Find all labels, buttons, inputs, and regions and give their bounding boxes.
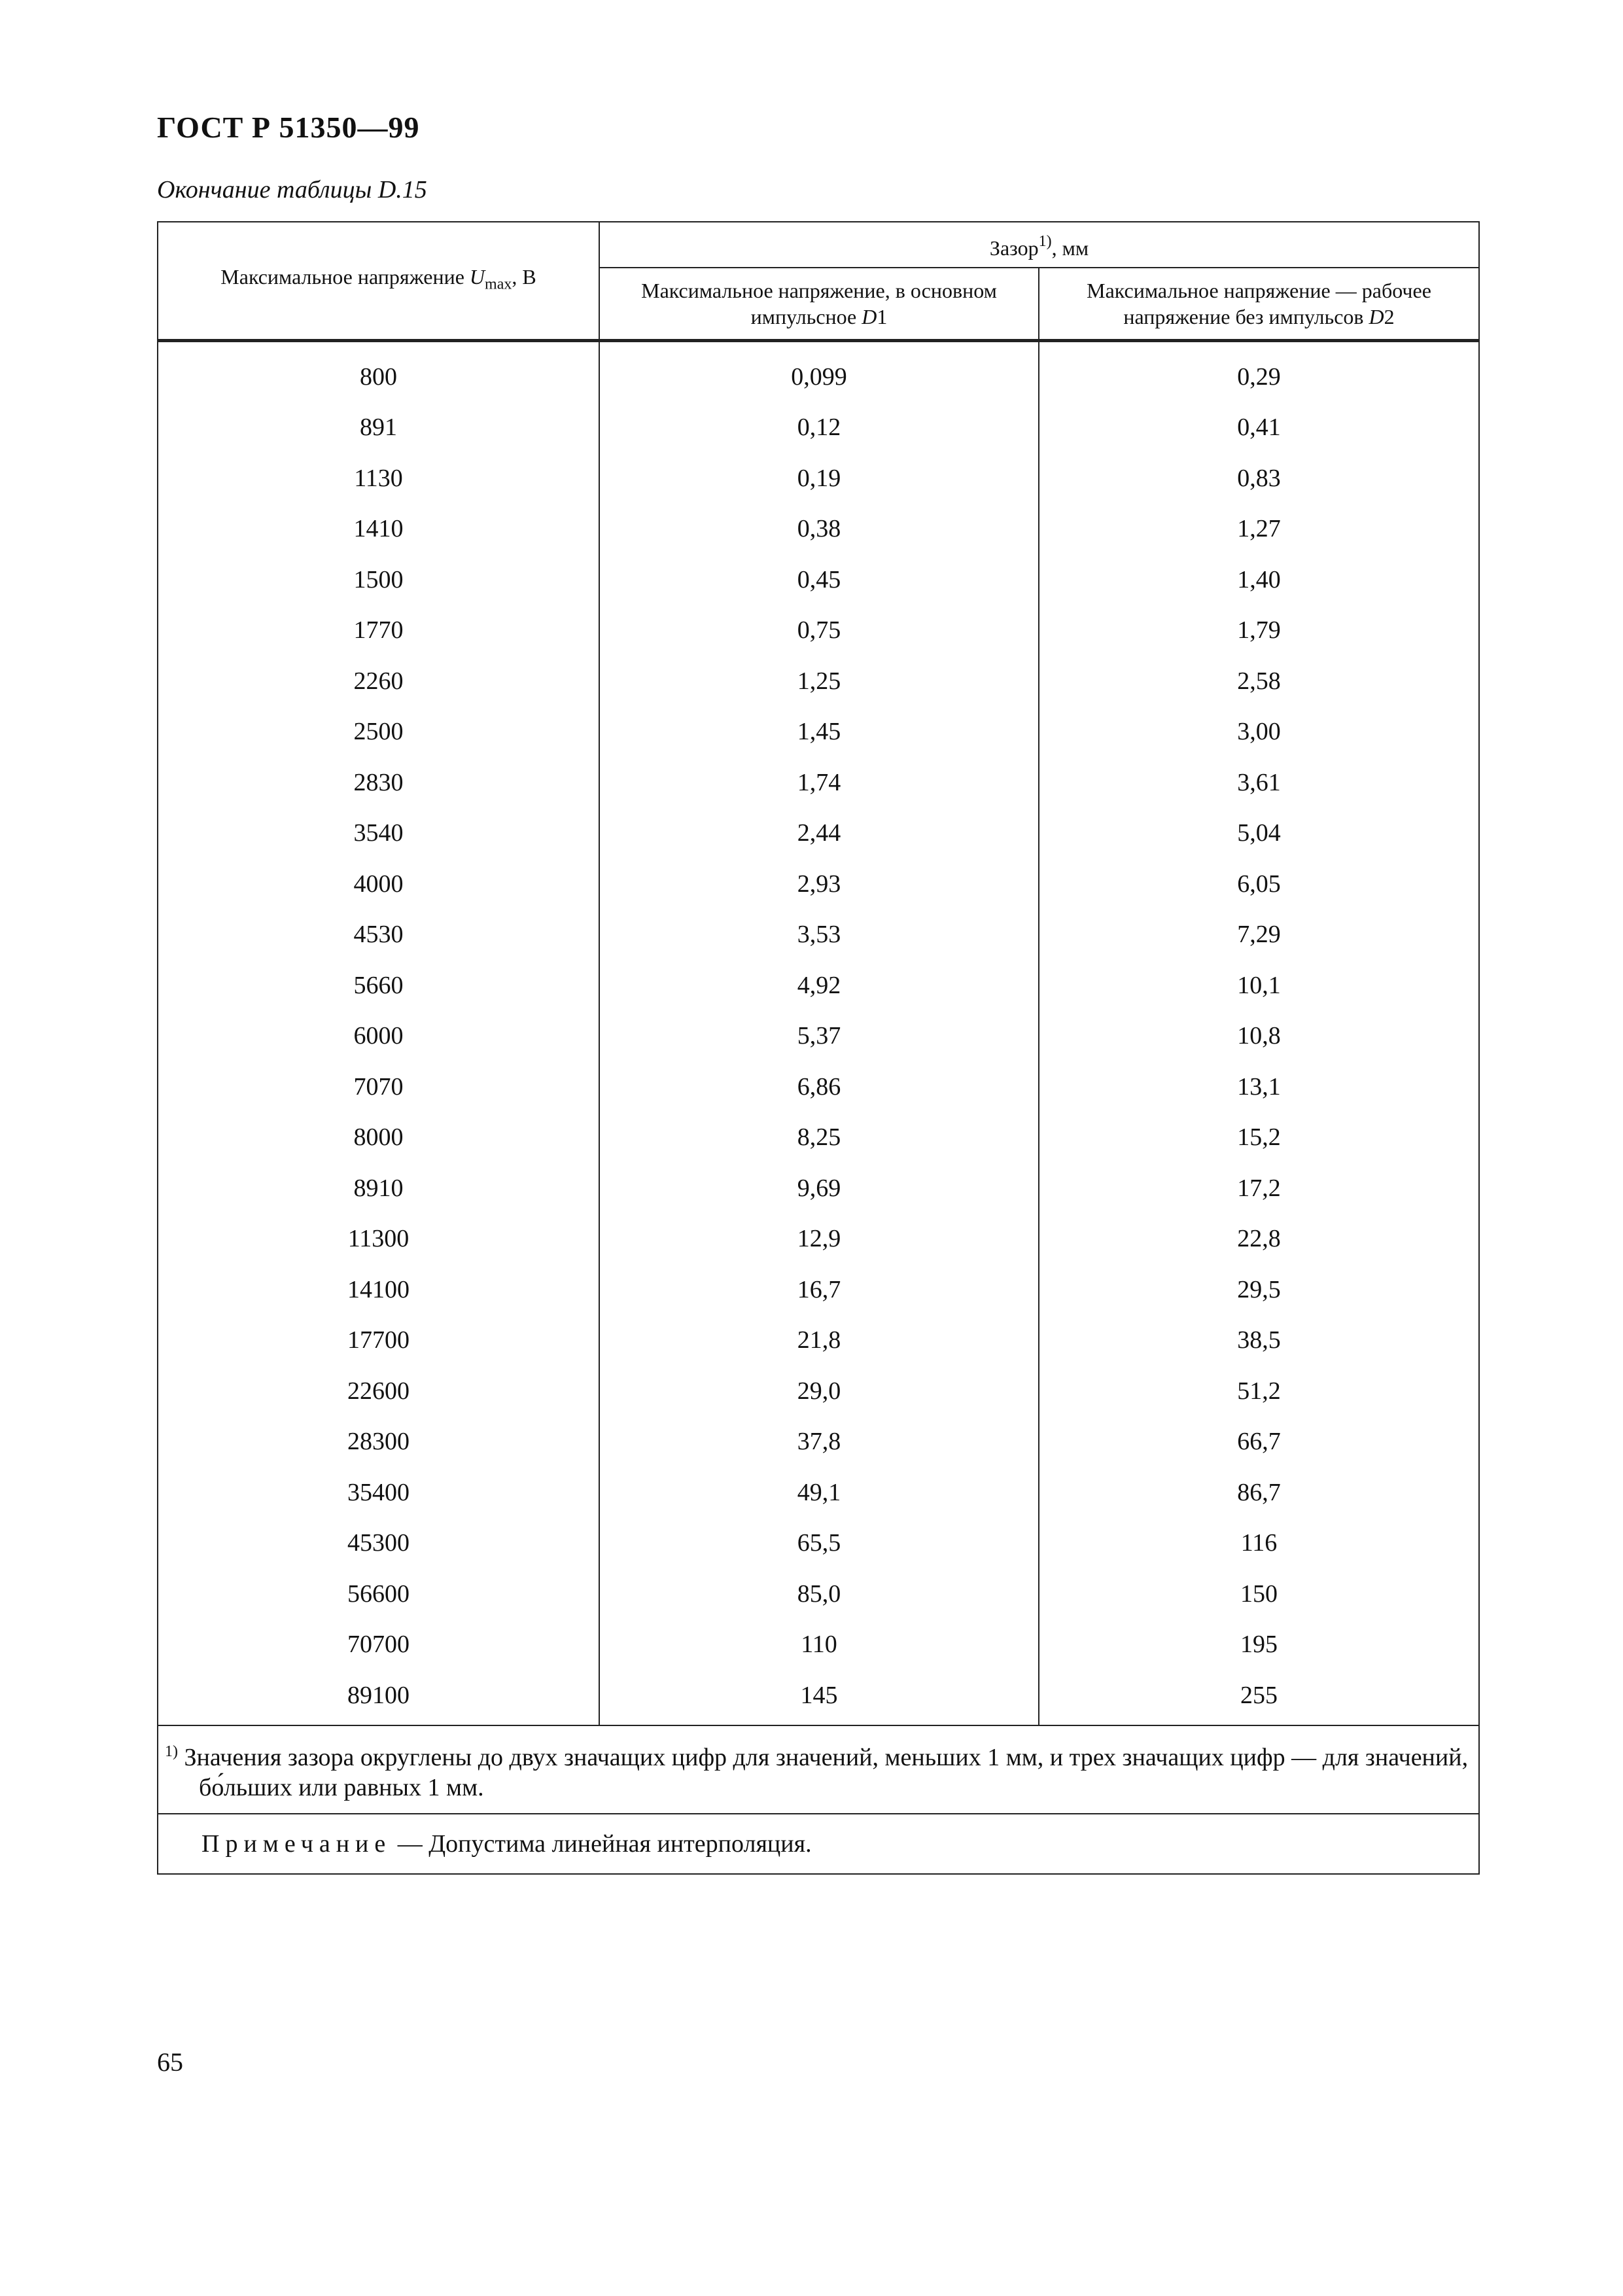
max-voltage-cell: 89100 bbox=[158, 1670, 599, 1725]
header-d1 bbox=[599, 268, 1039, 341]
max-voltage-cell: 35400 bbox=[158, 1467, 599, 1518]
table-row bbox=[158, 1011, 1479, 1062]
clearance-d1-cell: 3,53 bbox=[599, 910, 1039, 961]
max-voltage-cell: 2830 bbox=[158, 757, 599, 808]
table-row bbox=[158, 757, 1479, 808]
max-voltage-cell: 2260 bbox=[158, 656, 599, 707]
clearance-d1-cell: 6,86 bbox=[599, 1061, 1039, 1112]
clearance-d2-cell: 2,58 bbox=[1039, 656, 1479, 707]
table-foot bbox=[158, 1725, 1479, 1874]
clearance-d2-cell: 13,1 bbox=[1039, 1061, 1479, 1112]
page-number: 65 bbox=[157, 2047, 183, 2077]
header-max-voltage-text: Максимальное напряжение bbox=[220, 265, 470, 289]
table-row bbox=[158, 402, 1479, 453]
clearance-d1-cell: 1,25 bbox=[599, 656, 1039, 707]
note-text: — Допустима линейная интерполяция. bbox=[391, 1829, 812, 1858]
table-row bbox=[158, 1518, 1479, 1569]
max-voltage-cell: 8000 bbox=[158, 1112, 599, 1163]
clearance-d2-cell: 3,00 bbox=[1039, 707, 1479, 758]
header-d2-symbol: D bbox=[1369, 305, 1384, 328]
table-row bbox=[158, 453, 1479, 504]
clearance-d1-cell: 0,45 bbox=[599, 554, 1039, 605]
clearance-d1-cell: 37,8 bbox=[599, 1417, 1039, 1468]
table-row bbox=[158, 1112, 1479, 1163]
clearance-d1-cell: 8,25 bbox=[599, 1112, 1039, 1163]
table-row bbox=[158, 504, 1479, 555]
max-voltage-cell: 2500 bbox=[158, 707, 599, 758]
clearance-d1-cell: 0,75 bbox=[599, 605, 1039, 656]
clearance-d1-cell: 0,19 bbox=[599, 453, 1039, 504]
table-row bbox=[158, 1417, 1479, 1468]
table-row bbox=[158, 1568, 1479, 1619]
header-max-voltage bbox=[158, 222, 599, 341]
clearance-d2-cell: 10,1 bbox=[1039, 960, 1479, 1011]
header-clearance-unit: , мм bbox=[1051, 236, 1089, 260]
max-voltage-cell: 56600 bbox=[158, 1568, 599, 1619]
clearance-d1-cell: 0,38 bbox=[599, 504, 1039, 555]
max-voltage-cell: 22600 bbox=[158, 1366, 599, 1417]
clearance-d2-cell: 66,7 bbox=[1039, 1417, 1479, 1468]
max-voltage-cell: 1410 bbox=[158, 504, 599, 555]
clearance-d2-cell: 5,04 bbox=[1039, 808, 1479, 859]
clearance-d1-cell: 12,9 bbox=[599, 1214, 1039, 1265]
clearance-d1-cell: 1,45 bbox=[599, 707, 1039, 758]
clearance-d1-cell: 2,93 bbox=[599, 858, 1039, 910]
table-row bbox=[158, 1214, 1479, 1265]
max-voltage-cell: 11300 bbox=[158, 1214, 599, 1265]
clearance-d2-cell: 7,29 bbox=[1039, 910, 1479, 961]
header-max-voltage-subscript: max bbox=[485, 275, 512, 293]
clearance-d2-cell: 1,79 bbox=[1039, 605, 1479, 656]
clearance-d2-cell: 0,29 bbox=[1039, 341, 1479, 402]
max-voltage-cell: 45300 bbox=[158, 1518, 599, 1569]
header-clearance-label: Зазор bbox=[989, 236, 1039, 260]
clearance-d2-cell: 38,5 bbox=[1039, 1315, 1479, 1366]
footnote-mark: 1) bbox=[165, 1742, 178, 1760]
clearance-table bbox=[157, 221, 1480, 1875]
clearance-d2-cell: 15,2 bbox=[1039, 1112, 1479, 1163]
table-row bbox=[158, 858, 1479, 910]
clearance-d1-cell: 49,1 bbox=[599, 1467, 1039, 1518]
clearance-d2-cell: 150 bbox=[1039, 1568, 1479, 1619]
header-d2 bbox=[1039, 268, 1479, 341]
note bbox=[158, 1814, 1479, 1874]
table-row bbox=[158, 910, 1479, 961]
clearance-d2-cell: 1,40 bbox=[1039, 554, 1479, 605]
table-row bbox=[158, 1670, 1479, 1725]
note-label: Примечание bbox=[201, 1829, 392, 1858]
clearance-d1-cell: 29,0 bbox=[599, 1366, 1039, 1417]
clearance-d1-cell: 65,5 bbox=[599, 1518, 1039, 1569]
clearance-d1-cell: 2,44 bbox=[599, 808, 1039, 859]
document-header: ГОСТ Р 51350—99 bbox=[157, 111, 420, 144]
table-row bbox=[158, 1264, 1479, 1315]
clearance-d1-cell: 0,12 bbox=[599, 402, 1039, 453]
clearance-d1-cell: 9,69 bbox=[599, 1163, 1039, 1214]
clearance-d2-cell: 22,8 bbox=[1039, 1214, 1479, 1265]
max-voltage-cell: 891 bbox=[158, 402, 599, 453]
table-row bbox=[158, 1163, 1479, 1214]
max-voltage-cell: 14100 bbox=[158, 1264, 599, 1315]
header-max-voltage-unit: , В bbox=[512, 265, 536, 289]
max-voltage-cell: 3540 bbox=[158, 808, 599, 859]
max-voltage-cell: 4530 bbox=[158, 910, 599, 961]
clearance-d2-cell: 195 bbox=[1039, 1619, 1479, 1670]
table-row bbox=[158, 1315, 1479, 1366]
table-row bbox=[158, 707, 1479, 758]
max-voltage-cell: 800 bbox=[158, 341, 599, 402]
table-row bbox=[158, 605, 1479, 656]
clearance-d1-cell: 4,92 bbox=[599, 960, 1039, 1011]
table-row bbox=[158, 341, 1479, 402]
table-row bbox=[158, 808, 1479, 859]
table-row bbox=[158, 1061, 1479, 1112]
clearance-d1-cell: 1,74 bbox=[599, 757, 1039, 808]
max-voltage-cell: 1130 bbox=[158, 453, 599, 504]
header-d2-text: Максимальное напряжение — рабочее напряжение без импульсов bbox=[1087, 279, 1431, 328]
max-voltage-cell: 70700 bbox=[158, 1619, 599, 1670]
clearance-d1-cell: 110 bbox=[599, 1619, 1039, 1670]
header-clearance-footnote-mark: 1) bbox=[1038, 233, 1052, 250]
table-row bbox=[158, 1467, 1479, 1518]
clearance-d2-cell: 6,05 bbox=[1039, 858, 1479, 910]
table-row bbox=[158, 1366, 1479, 1417]
max-voltage-cell: 6000 bbox=[158, 1011, 599, 1062]
clearance-d2-cell: 17,2 bbox=[1039, 1163, 1479, 1214]
table-caption: Окончание таблицы D.15 bbox=[157, 176, 427, 203]
clearance-d2-cell: 10,8 bbox=[1039, 1011, 1479, 1062]
clearance-table-container bbox=[157, 221, 1478, 1875]
header-max-voltage-symbol: U bbox=[469, 265, 485, 289]
clearance-d1-cell: 16,7 bbox=[599, 1264, 1039, 1315]
header-d1-text: Максимальное напряжение, в основном импульсное bbox=[641, 279, 997, 328]
clearance-d2-cell: 0,83 bbox=[1039, 453, 1479, 504]
table-row bbox=[158, 960, 1479, 1011]
clearance-d2-cell: 86,7 bbox=[1039, 1467, 1479, 1518]
footnote bbox=[158, 1725, 1479, 1814]
clearance-d2-cell: 29,5 bbox=[1039, 1264, 1479, 1315]
clearance-d1-cell: 0,099 bbox=[599, 341, 1039, 402]
header-clearance-group bbox=[599, 222, 1479, 268]
table-body bbox=[158, 341, 1479, 1725]
table-row bbox=[158, 1619, 1479, 1670]
clearance-d2-cell: 3,61 bbox=[1039, 757, 1479, 808]
max-voltage-cell: 17700 bbox=[158, 1315, 599, 1366]
max-voltage-cell: 8910 bbox=[158, 1163, 599, 1214]
max-voltage-cell: 7070 bbox=[158, 1061, 599, 1112]
clearance-d2-cell: 0,41 bbox=[1039, 402, 1479, 453]
max-voltage-cell: 4000 bbox=[158, 858, 599, 910]
max-voltage-cell: 28300 bbox=[158, 1417, 599, 1468]
clearance-d2-cell: 51,2 bbox=[1039, 1366, 1479, 1417]
header-d1-symbol: D bbox=[862, 305, 877, 328]
clearance-d2-cell: 116 bbox=[1039, 1518, 1479, 1569]
table-head bbox=[158, 222, 1479, 341]
max-voltage-cell: 1770 bbox=[158, 605, 599, 656]
clearance-d1-cell: 5,37 bbox=[599, 1011, 1039, 1062]
clearance-d2-cell: 255 bbox=[1039, 1670, 1479, 1725]
table-row bbox=[158, 554, 1479, 605]
header-d1-index: 1 bbox=[877, 305, 888, 328]
clearance-d1-cell: 85,0 bbox=[599, 1568, 1039, 1619]
max-voltage-cell: 5660 bbox=[158, 960, 599, 1011]
footnote-text: Значения зазора округлены до двух значащих цифр для значений, меньших 1 мм, и трех значащих цифр — для значений, бо́льших или равных 1 мм. bbox=[184, 1743, 1469, 1801]
max-voltage-cell: 1500 bbox=[158, 554, 599, 605]
clearance-d2-cell: 1,27 bbox=[1039, 504, 1479, 555]
header-d2-index: 2 bbox=[1384, 305, 1395, 328]
clearance-d1-cell: 145 bbox=[599, 1670, 1039, 1725]
clearance-d1-cell: 21,8 bbox=[599, 1315, 1039, 1366]
table-row bbox=[158, 656, 1479, 707]
